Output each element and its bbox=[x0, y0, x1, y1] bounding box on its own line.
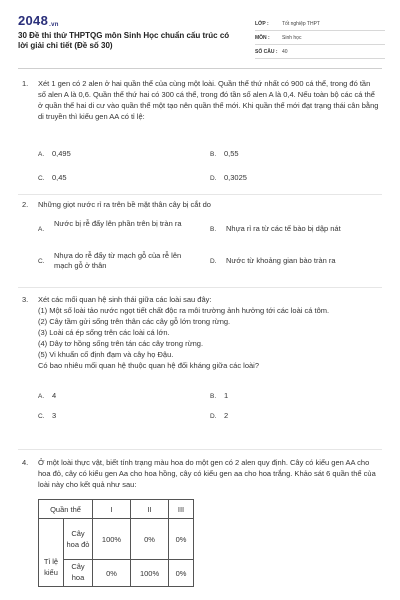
question-line: (2) Cây tầm gửi sống trên thân các cây gỗ lớn trong rừng. bbox=[38, 317, 231, 326]
meta-count-value: 40 bbox=[282, 48, 288, 55]
meta-subject-label: MÔN : bbox=[255, 34, 270, 41]
option-b[interactable]: B. 1 bbox=[210, 391, 229, 400]
question-line: (1) Một số loài tảo nước ngọt tiết chất độc ra môi trường ảnh hưởng tới các loài cá tôm. bbox=[38, 306, 330, 315]
question-divider bbox=[18, 194, 382, 195]
question-text: Ở một loài thực vật, biết tính trạng màu hoa do một gen có 2 alen quy định. Cây có kiểu gen AA cho hoa đỏ, cây có kiểu gen Aa cho hoa hồng, cây có kiểu gen aa cho hoa trắng. Khảo sát 6 quần thể của loài này cho kết quả như sau: bbox=[38, 458, 376, 489]
question-number: 1. bbox=[22, 79, 29, 88]
exam-meta bbox=[255, 17, 385, 59]
option-d[interactable]: D. Nước từ khoảng gian bào tràn ra bbox=[210, 256, 336, 265]
option-b[interactable]: B. Nhựa rỉ ra từ các tế bào bị dập nát bbox=[210, 224, 341, 233]
site-logo[interactable]: 2048.vn bbox=[18, 13, 59, 28]
question-line: Có bao nhiêu mối quan hệ thuộc quan hệ đối kháng giữa các loài? bbox=[38, 361, 260, 370]
meta-subject-row bbox=[255, 31, 385, 45]
option-c[interactable]: C. 3 bbox=[38, 411, 57, 420]
table-header-cell: II bbox=[131, 500, 169, 519]
question-text: Những giọt nước rỉ ra trên bề mặt thân cây bị cắt do bbox=[38, 200, 211, 209]
question-number: 2. bbox=[22, 200, 29, 209]
question-number: 4. bbox=[22, 458, 29, 467]
question-line: Xét các mối quan hệ sinh thái giữa các loài sau đây: bbox=[38, 295, 212, 304]
table-row-label: Cây hoa bbox=[64, 560, 93, 587]
question-text bbox=[38, 294, 380, 371]
table-row-group-label: Tỉ lệ kiểu bbox=[39, 519, 64, 587]
header-divider bbox=[18, 68, 382, 69]
document-header bbox=[0, 0, 400, 62]
table-cell: 100% bbox=[131, 560, 169, 587]
meta-subject-value: Sinh học bbox=[282, 34, 302, 41]
meta-class-label: LỚP : bbox=[255, 20, 269, 27]
question-line: (5) Vi khuẩn cố định đạm và cây họ Đậu. bbox=[38, 350, 174, 359]
meta-class-value: Tốt nghiệp THPT bbox=[282, 20, 320, 27]
option-c[interactable]: C. Nhựa do rễ đẩy từ mạch gỗ của rễ lên mạch gỗ ở thân bbox=[38, 251, 182, 270]
option-d[interactable]: D. 0,3025 bbox=[210, 173, 247, 182]
option-b[interactable]: B. 0,55 bbox=[210, 149, 239, 158]
table-header-cell: I bbox=[93, 500, 131, 519]
table-header-row bbox=[39, 500, 194, 519]
question-text: Xét 1 gen có 2 alen ở hai quần thể của cùng một loài. Quần thể thứ nhất có 900 cá thể, trong đó tần số alen A là 0,6. Quần thể thứ hai có 300 cá thể, trong đó tần số alen A là 0,4. Nếu toàn bộ các cá thể ở quần thể hai di cư vào quần thể một tạo nên quần thể mới. Khi quần thể mới đạt trạng thái cân bằng di truyền thì kiểu gen AA có tỉ lệ: bbox=[38, 79, 379, 121]
table-row-label: Cây hoa đỏ bbox=[64, 519, 93, 560]
option-c[interactable]: C. 0,45 bbox=[38, 173, 67, 182]
question-divider bbox=[18, 449, 382, 450]
option-d[interactable]: D. 2 bbox=[210, 411, 229, 420]
table-cell: 0% bbox=[169, 560, 194, 587]
meta-count-label: SỐ CÂU : bbox=[255, 48, 278, 55]
meta-class-row bbox=[255, 17, 385, 31]
table-header-cell: Quần thể bbox=[39, 500, 93, 519]
meta-count-row bbox=[255, 45, 385, 59]
data-table bbox=[38, 499, 194, 587]
option-a[interactable]: A. 4 bbox=[38, 391, 57, 400]
table-cell: 0% bbox=[93, 560, 131, 587]
table-cell: 0% bbox=[131, 519, 169, 560]
table-row bbox=[39, 519, 194, 560]
table-header-cell: III bbox=[169, 500, 194, 519]
question-number: 3. bbox=[22, 295, 29, 304]
option-a[interactable]: A. 0,495 bbox=[38, 149, 71, 158]
document-title: 30 Đề thi thử THPTQG môn Sinh Học chuẩn cấu trúc có lời giải chi tiết (Đề số 30) bbox=[18, 31, 230, 50]
option-a[interactable]: A. Nước bị rễ đẩy lên phần trên bị tràn ra bbox=[38, 219, 182, 233]
question-line: (4) Dây tơ hồng sống trên tán các cây trong rừng. bbox=[38, 339, 204, 348]
table-cell: 0% bbox=[169, 519, 194, 560]
table-cell: 100% bbox=[93, 519, 131, 560]
question-divider bbox=[18, 287, 382, 288]
question-line: (3) Loài cá ép sống trên các loài cá lớn. bbox=[38, 328, 170, 337]
